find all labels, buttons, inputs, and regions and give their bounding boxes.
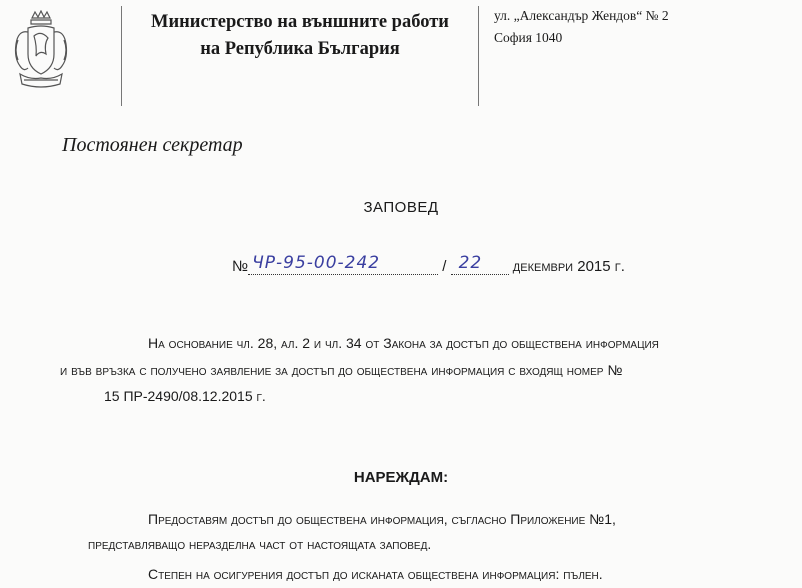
ministry-line-2: на Република България [200, 39, 400, 59]
ministry-address [494, 5, 669, 49]
number-separator: / [442, 258, 447, 275]
legal-basis-line-1: На основание чл. 28, ал. 2 и чл. 34 от Закона за достъп до обществена информация [148, 335, 659, 351]
access-degree-line: Степен на осигурения достъп до исканата обществена информация: пълен. [148, 566, 603, 582]
day-field [451, 253, 509, 275]
ministry-line-1: Министерство на външните работи [151, 12, 449, 32]
document-title: ЗАПОВЕД [363, 199, 439, 216]
number-sign: № [232, 258, 249, 275]
order-month-year: декември 2015 г. [512, 258, 625, 275]
order-heading: НАРЕЖДАМ: [353, 469, 449, 486]
address-line-1: ул. „Александър Жендов“ № 2 [494, 8, 669, 23]
header-divider-right [478, 6, 479, 106]
address-line-2: София 1040 [494, 30, 563, 45]
order-number-line [232, 253, 625, 275]
ministry-name [122, 9, 478, 63]
secretary-title: Постоянен секретар [62, 134, 243, 156]
grant-access-line-2: представляващо неразделна част от настоящата заповед. [88, 536, 432, 552]
number-field [248, 253, 438, 275]
coat-of-arms-icon [10, 10, 72, 94]
handwritten-day: 22 [458, 253, 483, 273]
grant-access-line-1: Предоставям достъп до обществена информация, съгласно Приложение №1, [148, 511, 616, 527]
legal-basis-line-2: и във връзка с получено заявление за достъп до обществена информация с входящ номер № [60, 362, 623, 378]
handwritten-number: ЧР-95-00-242 [252, 253, 381, 273]
legal-basis-line-3: 15 ПР-2490/08.12.2015 г. [104, 388, 266, 404]
